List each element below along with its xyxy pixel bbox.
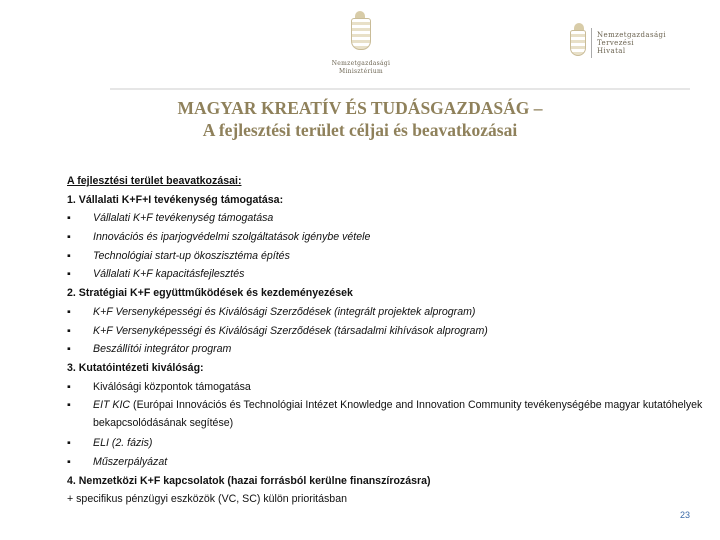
eit-kic-description: (Európai Innovációs és Technológiai Intézet Knowledge and Innovation Community tevékenységébe magyar kutatóhelyek bekapcsolódásának segítése) xyxy=(93,399,703,430)
list-item xyxy=(67,209,707,228)
bullet-icon: ▪ xyxy=(67,268,71,281)
bullet-icon: ▪ xyxy=(67,455,71,468)
list-item-text xyxy=(93,396,707,432)
bullet-icon: ▪ xyxy=(67,343,71,356)
logo-text: Tervezési xyxy=(597,39,634,47)
list-item xyxy=(67,340,707,359)
list-item xyxy=(67,396,707,434)
list-item xyxy=(67,228,707,247)
body-heading: A fejlesztési terület beavatkozásai: xyxy=(67,175,242,187)
list-item-text: K+F Versenyképességi és Kiválósági Szerződések (társadalmi kihívások alprogram) xyxy=(93,324,488,337)
list-item-text: K+F Versenyképességi és Kiválósági Szerződések (integrált projektek alprogram) xyxy=(93,305,476,318)
list-item-text: Beszállítói integrátor program xyxy=(93,343,232,356)
title-line-2: A fejlesztési terület céljai és beavatkozásai xyxy=(202,120,518,140)
bullet-icon: ▪ xyxy=(67,324,71,337)
list-item-text: Technológiai start-up ökoszisztéma építés xyxy=(93,249,290,262)
list-item xyxy=(67,247,707,266)
slide-body xyxy=(67,172,707,509)
bullet-icon: ▪ xyxy=(67,212,71,225)
bullet-icon: ▪ xyxy=(67,380,71,393)
logo-text: Nemzetgazdasági xyxy=(597,31,667,39)
header-divider xyxy=(110,88,690,90)
list-item-text: Kiválósági központok támogatása xyxy=(93,380,251,393)
section-title: 1. Vállalati K+F+I tevékenység támogatása: xyxy=(67,193,284,206)
logo-text: Minisztérium xyxy=(339,68,383,75)
list-item xyxy=(67,265,707,284)
bullet-icon: ▪ xyxy=(67,399,71,412)
list-item xyxy=(67,378,707,397)
list-item xyxy=(67,453,707,472)
planning-office-logo xyxy=(570,28,666,58)
title-line-1: MAGYAR KREATÍV ÉS TUDÁSGAZDASÁG – xyxy=(177,98,543,118)
footer-note: + specifikus pénzügyi eszközök (VC, SC) külön prioritásban xyxy=(67,493,347,506)
logo-text: Hivatal xyxy=(597,47,626,55)
section-title: 4. Nemzetközi K+F kapcsolatok (hazai forrásból kerülne finanszírozásra) xyxy=(67,474,431,487)
list-item-text: Innovációs és iparjogvédelmi szolgáltatások igénybe vétele xyxy=(93,231,371,244)
list-item-text: Vállalati K+F tevékenység támogatása xyxy=(93,212,274,225)
bullet-icon: ▪ xyxy=(67,305,71,318)
logo-divider xyxy=(591,28,592,58)
bullet-icon: ▪ xyxy=(67,249,71,262)
coat-of-arms-icon xyxy=(351,18,371,50)
list-item xyxy=(67,322,707,341)
slide-title xyxy=(0,97,720,141)
section-title: 3. Kutatóintézeti kiválóság: xyxy=(67,361,204,374)
list-item-text: Vállalati K+F kapacitásfejlesztés xyxy=(93,268,245,281)
page-number: 23 xyxy=(679,510,690,520)
section-title: 2. Stratégiai K+F együttműködések és kezdeményezések xyxy=(67,287,353,300)
list-item xyxy=(67,434,707,453)
list-item-text: ELI (2. fázis) xyxy=(93,437,153,450)
bullet-icon: ▪ xyxy=(67,437,71,450)
list-item xyxy=(67,303,707,322)
logo-text: Nemzetgazdasági xyxy=(331,60,391,67)
bullet-icon: ▪ xyxy=(67,231,71,244)
list-item-text: Műszerpályázat xyxy=(93,455,168,468)
ministry-logo xyxy=(318,18,404,76)
eit-kic-label: EIT KIC xyxy=(93,399,131,412)
coat-of-arms-icon xyxy=(570,30,586,56)
